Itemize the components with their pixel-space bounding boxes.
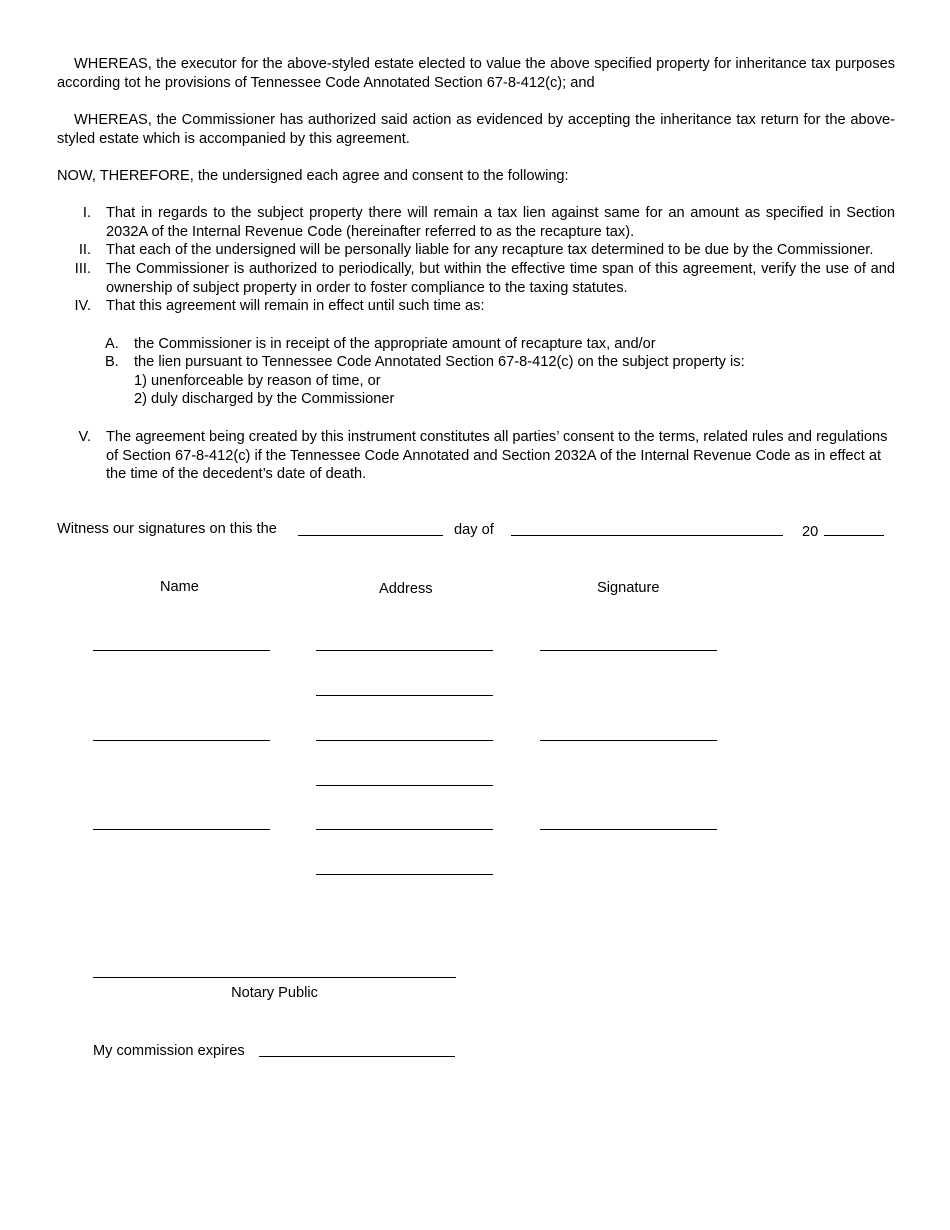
item-number: II. xyxy=(78,242,91,258)
now-therefore-text: NOW, THEREFORE, the undersigned each agree and consent to the following: xyxy=(57,168,569,184)
subitem-text: the lien pursuant to Tennessee Code Annotated Section 67-8-412(c) on the subject property is: xyxy=(134,354,745,370)
signature-line-3[interactable] xyxy=(540,829,717,830)
address-line-2b[interactable] xyxy=(316,785,493,786)
day-blank-line[interactable] xyxy=(298,535,443,536)
address-column-header: Address xyxy=(379,581,433,597)
whereas-2-text: WHEREAS, the Commissioner has authorized said action as evidenced by accepting the inheritance tax return for the above-styled estate which is accompanied by this agreement. xyxy=(57,112,895,147)
item-text: That in regards to the subject property there will remain a tax lien against same for an amount as specified in Section 2032A of the Internal Revenue Code (hereinafter referred to as the recapture tax). xyxy=(106,205,895,240)
notary-public-label: Notary Public xyxy=(231,985,318,1001)
month-blank-line[interactable] xyxy=(511,535,783,536)
name-line-2[interactable] xyxy=(93,740,270,741)
commission-expires-line[interactable] xyxy=(259,1056,455,1057)
item-number: I. xyxy=(82,205,91,221)
name-column-header: Name xyxy=(160,579,199,595)
item-text: The agreement being created by this instrument constitutes all parties’ consent to the terms, related rules and regulations of Section 67-8-412(c) if the Tennessee Code Annotated and Section 2032A of the Internal Revenue Code as in effect at the time of the decedent’s date of death. xyxy=(106,429,888,483)
signature-column-header: Signature xyxy=(597,580,660,596)
now-therefore-paragraph xyxy=(57,167,895,186)
witness-prefix: Witness our signatures on this the xyxy=(57,521,277,537)
item-text: The Commissioner is authorized to periodically, but within the effective time span of this agreement, verify the use of and ownership of subject property in order to foster compliance to the taxing statutes. xyxy=(106,261,895,296)
subitem-letter: A. xyxy=(105,336,119,352)
notary-signature-line[interactable] xyxy=(93,977,456,978)
subsubitem-1: 1) unenforceable by reason of time, or xyxy=(134,373,381,389)
subitem-text: the Commissioner is in receipt of the appropriate amount of recapture tax, and/or xyxy=(134,336,656,352)
address-line-2a[interactable] xyxy=(316,740,493,741)
whereas-paragraph-1 xyxy=(57,55,895,92)
whereas-1-text: WHEREAS, the executor for the above-styled estate elected to value the above specified property for inheritance tax purposes according tot he provisions of Tennessee Code Annotated Section 67-8-412(c); and xyxy=(57,56,895,91)
address-line-3a[interactable] xyxy=(316,829,493,830)
address-line-1a[interactable] xyxy=(316,650,493,651)
day-of-label: day of xyxy=(454,522,494,538)
address-line-3b[interactable] xyxy=(316,874,493,875)
item-text: That each of the undersigned will be personally liable for any recapture tax determined to be due by the Commissioner. xyxy=(106,242,874,258)
whereas-paragraph-2 xyxy=(57,111,895,148)
item-number: III. xyxy=(74,261,91,277)
year-blank-line[interactable] xyxy=(824,535,884,536)
signature-line-2[interactable] xyxy=(540,740,717,741)
name-line-1[interactable] xyxy=(93,650,270,651)
item-number: V. xyxy=(78,429,91,445)
address-line-1b[interactable] xyxy=(316,695,493,696)
item-number: IV. xyxy=(74,298,91,314)
signature-line-1[interactable] xyxy=(540,650,717,651)
subitem-letter: B. xyxy=(105,354,119,370)
name-line-3[interactable] xyxy=(93,829,270,830)
commission-expires-label: My commission expires xyxy=(93,1043,245,1059)
year-prefix: 20 xyxy=(802,524,819,540)
subsubitem-2: 2) duly discharged by the Commissioner xyxy=(134,391,395,407)
item-text: That this agreement will remain in effect until such time as: xyxy=(106,298,485,314)
